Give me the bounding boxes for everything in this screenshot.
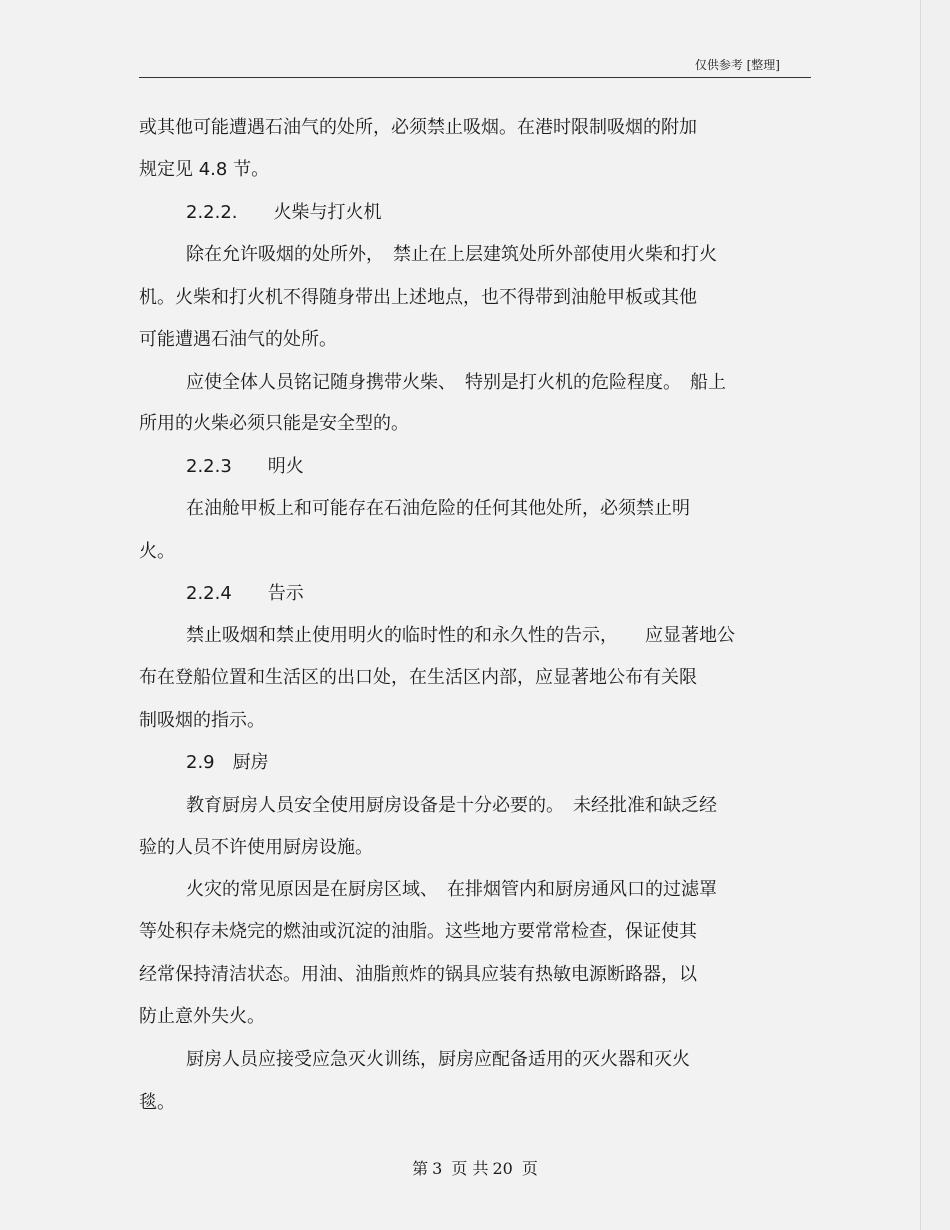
section-heading: 2.2.3 明火 — [186, 456, 304, 477]
body-line: 禁止吸烟和禁止使用明火的临时性的和永久性的告示， 应显著地公 — [186, 625, 735, 646]
footer-page-number: 3 — [432, 1159, 443, 1178]
body-line: 验的人员不许使用厨房设施。 — [139, 837, 373, 858]
body-line: 可能遭遇石油气的处所。 — [139, 329, 337, 350]
header-rule — [139, 77, 811, 78]
body-line: 在油舱甲板上和可能存在石油危险的任何其他处所，必须禁止明 — [186, 498, 690, 519]
header-note: 仅供参考 [整理] — [694, 58, 780, 72]
body-line: 火。 — [139, 541, 175, 562]
section-heading: 2.9 厨房 — [186, 752, 269, 773]
body-line: 厨房人员应接受应急灭火训练，厨房应配备适用的灭火器和灭火 — [186, 1049, 690, 1070]
body-line: 所用的火柴必须只能是安全型的。 — [139, 413, 409, 434]
body-line: 火灾的常见原因是在厨房区域、 在排烟管内和厨房通风口的过滤罩 — [186, 879, 717, 900]
body-line: 等处积存未烧完的燃油或沉淀的油脂。这些地方要常常检查，保证使其 — [139, 921, 697, 942]
body-line: 制吸烟的指示。 — [139, 710, 265, 731]
body-line: 防止意外失火。 — [139, 1006, 265, 1027]
body-line: 规定见 4.8 节。 — [139, 159, 270, 180]
body-line: 布在登船位置和生活区的出口处，在生活区内部，应显著地公布有关限 — [139, 667, 697, 688]
body-line: 除在允许吸烟的处所外， 禁止在上层建筑处所外部使用火柴和打火 — [186, 244, 717, 265]
footer-suffix: 页 — [521, 1159, 538, 1178]
body-line: 教育厨房人员安全使用厨房设备是十分必要的。 未经批准和缺乏经 — [186, 795, 717, 816]
body-line: 或其他可能遭遇石油气的处所，必须禁止吸烟。在港时限制吸烟的附加 — [139, 117, 697, 138]
footer-mid: 页 共 — [451, 1159, 489, 1178]
section-heading: 2.2.2. 火柴与打火机 — [186, 202, 382, 223]
footer-prefix: 第 — [412, 1159, 429, 1178]
footer-page-total: 20 — [492, 1159, 513, 1178]
body-line: 机。火柴和打火机不得随身带出上述地点，也不得带到油舱甲板或其他 — [139, 287, 697, 308]
body-line: 应使全体人员铭记随身携带火柴、 特别是打火机的危险程度。 船上 — [186, 372, 726, 393]
body-line: 经常保持清洁状态。用油、油脂煎炸的锅具应装有热敏电源断路器，以 — [139, 964, 697, 985]
page-footer — [0, 1156, 950, 1179]
section-heading: 2.2.4 告示 — [186, 583, 304, 604]
body-line: 毯。 — [139, 1092, 175, 1113]
